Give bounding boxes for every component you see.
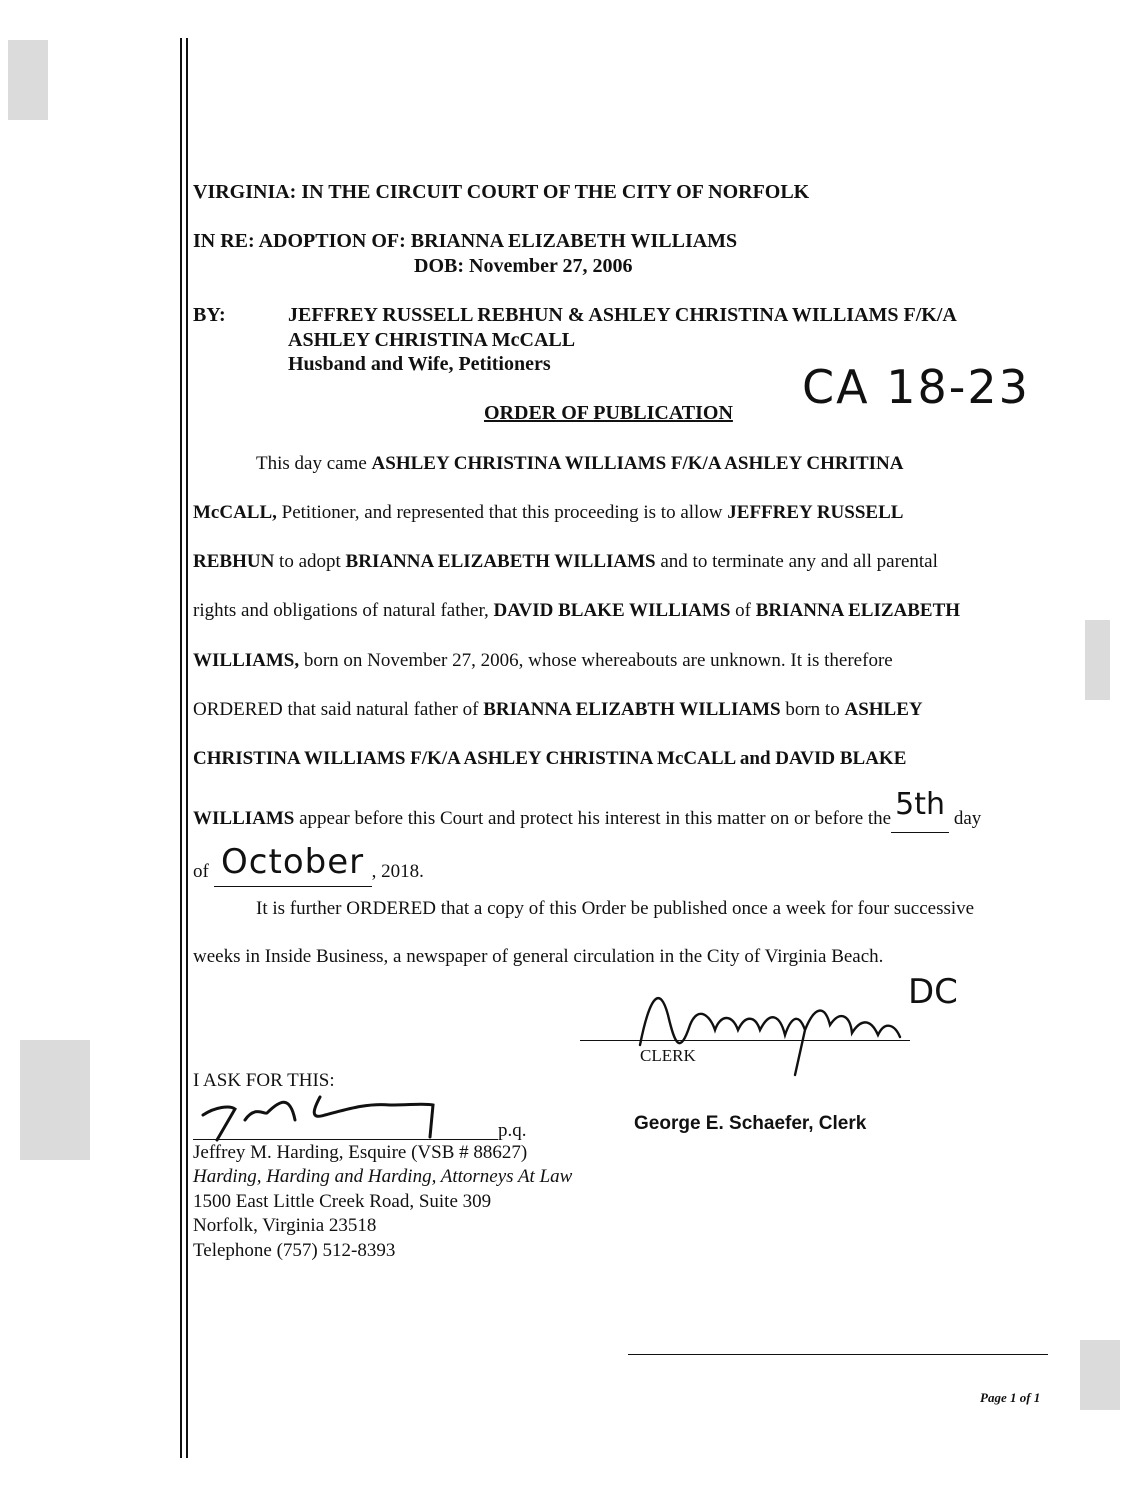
dob-line: DOB: November 27, 2006: [414, 255, 633, 277]
handwritten-month: October: [221, 842, 365, 882]
clerk-label: CLERK: [640, 1046, 696, 1065]
order-title: ORDER OF PUBLICATION: [484, 402, 733, 424]
body-line-4: rights and obligations of natural father, DAVID BLAKE WILLIAMS of BRIANNA ELIZABETH: [193, 600, 961, 621]
body-line-2: McCALL, Petitioner, and represented that this proceeding is to allow JEFFREY RUSSELL: [193, 502, 904, 523]
handwritten-day: 5th: [895, 787, 946, 822]
margin-rule-left: [180, 38, 182, 1458]
petitioners-line-1: JEFFREY RUSSELL REBHUN & ASHLEY CHRISTINA WILLIAMS F/K/A: [288, 304, 957, 326]
clerk-name: George E. Schaefer, Clerk: [634, 1113, 867, 1134]
attorney-signature-line: [193, 1139, 498, 1140]
body-line-1: This day came ASHLEY CHRISTINA WILLIAMS F/K/A ASHLEY CHRITINA: [256, 453, 904, 474]
scan-noise: [1080, 1340, 1120, 1410]
attorney-name: Jeffrey M. Harding, Esquire (VSB # 88627): [193, 1142, 528, 1163]
body-line-8: WILLIAMS appear before this Court and protect his interest in this matter on or before the 5th day: [193, 797, 981, 833]
petitioners-line-3: Husband and Wife, Petitioners: [288, 353, 551, 375]
scan-noise: [20, 1040, 90, 1160]
body-p2-line-2: weeks in Inside Business, a newspaper of general circulation in the City of Virginia Beach.: [193, 946, 884, 967]
petitioners-line-2: ASHLEY CHRISTINA McCALL: [288, 329, 576, 351]
in-re-line: IN RE: ADOPTION OF: BRIANNA ELIZABETH WILLIAMS: [193, 230, 738, 252]
attorney-firm: Harding, Harding and Harding, Attorneys At Law: [193, 1166, 573, 1187]
handwritten-case-number: CA 18-23: [802, 360, 1030, 414]
footer-rule: [628, 1354, 1048, 1355]
pq-label: p.q.: [498, 1120, 527, 1141]
clerk-signature: [620, 975, 950, 1085]
ask-for-this: I ASK FOR THIS:: [193, 1070, 335, 1091]
day-blank: [891, 787, 949, 833]
body-line-7: CHRISTINA WILLIAMS F/K/A ASHLEY CHRISTINA McCALL and DAVID BLAKE: [193, 748, 907, 769]
court-caption: VIRGINIA: IN THE CIRCUIT COURT OF THE CITY OF NORFOLK: [193, 181, 810, 203]
by-label: BY:: [193, 304, 226, 326]
attorney-phone: Telephone (757) 512-8393: [193, 1240, 396, 1261]
month-blank: [214, 842, 372, 887]
handwritten-dc: DC: [908, 972, 958, 1012]
body-line-3: REBHUN to adopt BRIANNA ELIZABETH WILLIAMS and to terminate any and all parental: [193, 551, 938, 572]
scan-noise: [1085, 620, 1110, 700]
body-line-6: ORDERED that said natural father of BRIANNA ELIZABTH WILLIAMS born to ASHLEY: [193, 699, 923, 720]
body-p2-line-1: It is further ORDERED that a copy of this Order be published once a week for four successive: [256, 898, 975, 919]
body-line-5: WILLIAMS, born on November 27, 2006, whose whereabouts are unknown. It is therefore: [193, 650, 893, 671]
page-number: Page 1 of 1: [980, 1390, 1041, 1405]
body-line-9: of October , 2018.: [193, 846, 424, 887]
attorney-address-2: Norfolk, Virginia 23518: [193, 1215, 377, 1236]
attorney-signature: [195, 1085, 455, 1145]
attorney-address-1: 1500 East Little Creek Road, Suite 309: [193, 1191, 492, 1212]
scan-noise: [8, 40, 48, 120]
clerk-signature-line: [580, 1040, 910, 1041]
margin-rule-right: [186, 38, 188, 1458]
